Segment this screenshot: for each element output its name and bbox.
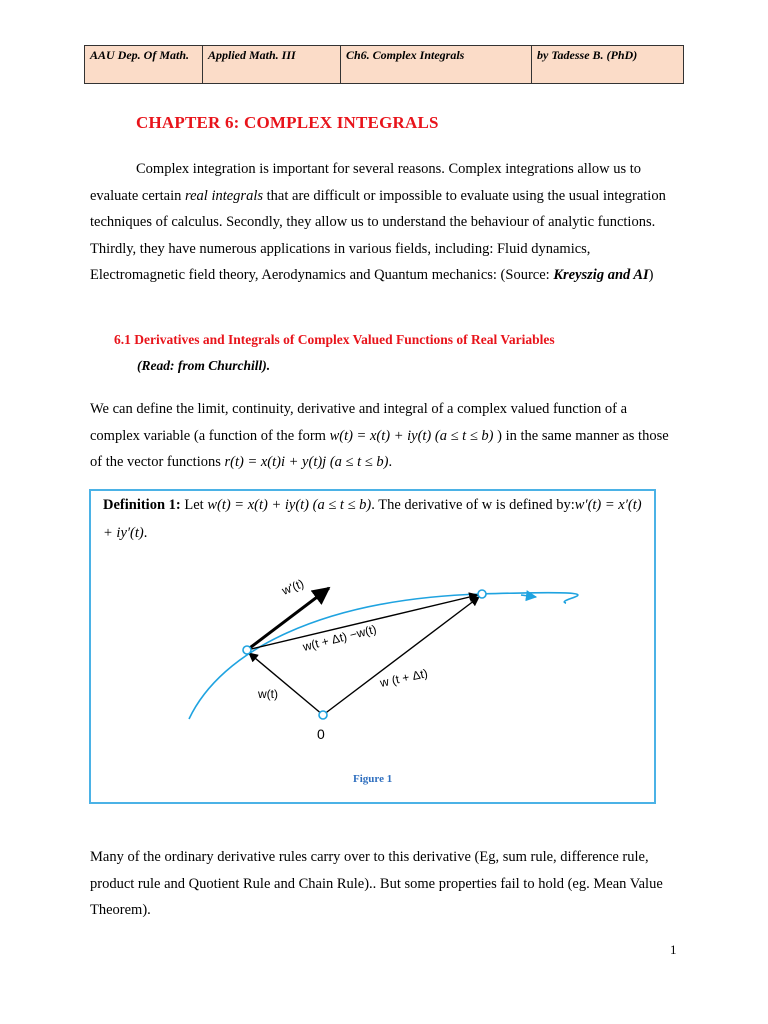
position-vector-arrow: [249, 653, 323, 715]
header-table: [84, 45, 684, 84]
closing-paragraph: Many of the ordinary derivative rules carry over to this derivative (Eg, sum rule, difference rule, product rule and Quotient Rule and Chain Rule).. But some properties fail to hold (eg. Mean Value Theorem).: [90, 849, 663, 918]
definition-label: Definition 1:: [103, 497, 181, 513]
intro-source: Kreyszig and AI: [553, 267, 649, 283]
definition-context-paragraph: [90, 396, 680, 476]
section-note: (Read: from Churchill).: [137, 358, 271, 373]
label-shifted: w (t + Δt): [378, 666, 429, 690]
intro-paragraph: [90, 156, 680, 289]
paragraph2-text-2: ) in the same manner as those of the vector functions: [90, 427, 669, 470]
definition-formula-derivative: w′(t) = x′(t) + iy′(t): [103, 497, 642, 541]
definition-text-2: . The derivative of w is defined by:: [371, 497, 575, 513]
label-derivative: w'(t): [279, 576, 306, 598]
page-number: 1: [670, 942, 677, 957]
intro-text-3: ): [648, 267, 654, 283]
point-w-t-plus-dt: [478, 590, 486, 598]
intro-text-2: that are difficult or impossible to evaluate using the usual integration techniques of calculus. Secondly, they allow us to understand the behaviour of analytic functions. Thirdly, they have numerous applications in various fields, including: Fluid dynamics, Electromagnetic field theory, Aerodynamics and Quantum mechanics: (Source:: [90, 187, 666, 283]
header-row: [85, 46, 684, 84]
section-title: 6.1 Derivatives and Integrals of Complex Valued Functions of Real Variables: [114, 332, 555, 347]
curve-path: [189, 593, 578, 719]
paragraph2-text-1: We can define the limit, continuity, derivative and integral of a complex valued function of a complex variable (a function of the form: [90, 401, 628, 444]
origin-point: [319, 711, 327, 719]
intro-text-1: Complex integration is important for several reasons. Complex integrations allow us to evaluate certain: [90, 161, 641, 204]
paragraph2-text-3: .: [388, 454, 393, 470]
header-author: by Tadesse B. (PhD): [532, 46, 684, 84]
definition-text-3: .: [143, 525, 148, 541]
point-w-t: [243, 646, 251, 654]
label-origin: 0: [317, 726, 325, 742]
paragraph2-formula-w: w(t) = x(t) + iy(t) (a ≤ t ≤ b): [329, 427, 494, 444]
figure-caption: Figure 1: [353, 773, 393, 785]
label-difference: w(t + Δt) −w(t): [301, 622, 378, 654]
chapter-title: CHAPTER 6: COMPLEX INTEGRALS: [136, 113, 439, 132]
intro-real-integrals: real integrals: [185, 187, 264, 204]
label-position: w(t): [258, 687, 278, 701]
header-chapter: Ch6. Complex Integrals: [341, 46, 532, 84]
shifted-vector-arrow: [323, 597, 479, 715]
definition-text-1: Let: [180, 497, 208, 513]
header-department: AAU Dep. Of Math.: [85, 46, 203, 84]
definition-formula-w: w(t) = x(t) + iy(t) (a ≤ t ≤ b): [207, 497, 372, 513]
curve-arrow: [521, 595, 536, 597]
header-course: Applied Math. III: [203, 46, 341, 84]
paragraph2-formula-r: r(t) = x(t)i + y(t)j (a ≤ t ≤ b): [224, 454, 389, 470]
derivative-vector-figure: [91, 491, 654, 756]
definition-box: [89, 489, 656, 804]
